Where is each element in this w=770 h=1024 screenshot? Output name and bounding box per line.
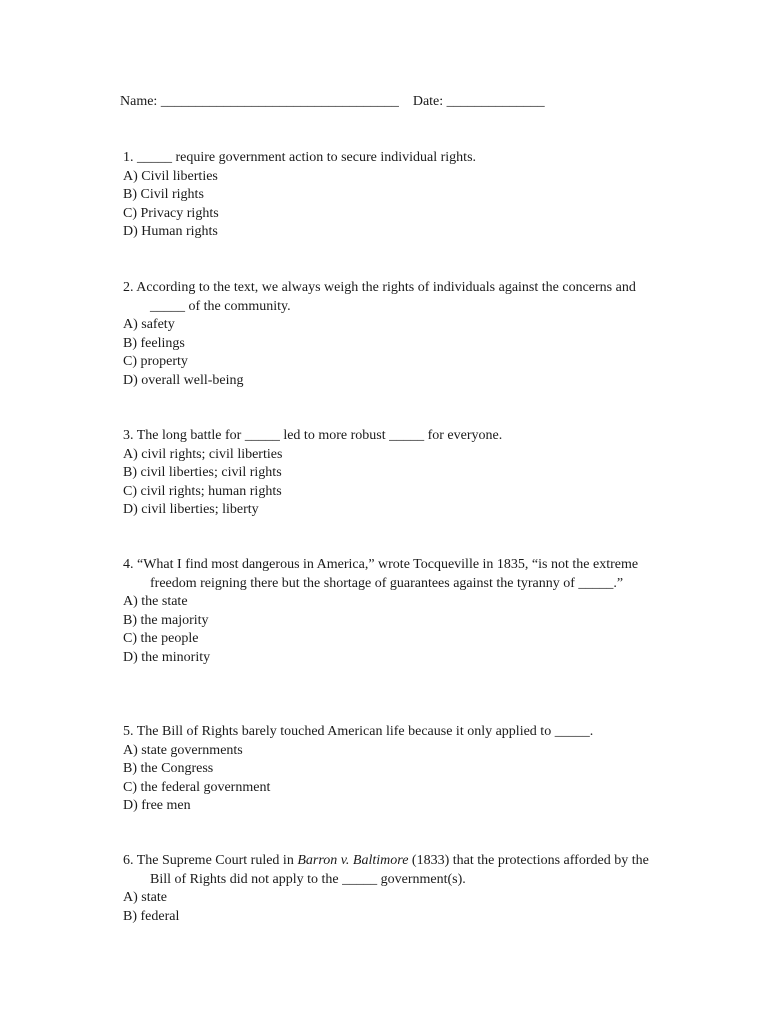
answer-option-c: C) the federal government	[123, 779, 271, 795]
question-number: 4.	[123, 557, 134, 572]
answer-option-a: A) state	[123, 890, 167, 905]
question-2	[123, 279, 663, 390]
answer-option-d: D) overall well-being	[123, 372, 244, 388]
case-name: Barron v. Baltimore	[297, 853, 409, 868]
answer-options	[123, 593, 663, 667]
answer-options	[123, 742, 663, 816]
answer-option-a: A) state governments	[123, 742, 243, 758]
answer-options	[123, 889, 663, 926]
name-blank: __________________________________	[160, 94, 399, 109]
question-number: 3.	[123, 428, 134, 443]
answer-option-a: A) safety	[123, 317, 175, 332]
answer-option-b: B) Civil rights	[123, 187, 204, 202]
question-stem	[123, 427, 663, 446]
answer-options	[123, 446, 663, 520]
question-number: 1.	[123, 150, 134, 165]
question-stem	[123, 279, 663, 316]
question-stem	[123, 852, 663, 889]
date-blank: ______________	[446, 94, 545, 109]
question-5	[123, 723, 663, 816]
question-stem	[123, 723, 663, 742]
answer-option-d: D) civil liberties; liberty	[123, 502, 259, 517]
answer-option-b: B) federal	[123, 908, 180, 924]
answer-option-c: C) property	[123, 354, 188, 369]
name-label: Name:	[120, 94, 158, 109]
answer-options	[123, 316, 663, 390]
answer-option-b: B) civil liberties; civil rights	[123, 465, 282, 480]
question-text-before: The Supreme Court ruled in	[136, 853, 298, 868]
question-text: According to the text, we always weigh the rights of individuals against the concerns and _____ of the community.	[136, 280, 636, 314]
answer-option-d: D) free men	[123, 798, 191, 813]
answer-option-d: D) Human rights	[123, 224, 218, 239]
header-line	[120, 93, 545, 111]
question-number: 6.	[123, 853, 134, 868]
answer-option-a: A) the state	[123, 594, 188, 609]
question-text-after: (1833) that the protections afforded by the Bill of Rights did not apply to the _____ government(s).	[150, 853, 649, 887]
question-3	[123, 427, 663, 520]
question-1	[123, 149, 663, 242]
answer-option-a: A) civil rights; civil liberties	[123, 446, 283, 462]
answer-option-c: C) the people	[123, 631, 199, 646]
question-stem	[123, 556, 663, 593]
answer-option-a: A) Civil liberties	[123, 168, 218, 184]
answer-option-b: B) the majority	[123, 612, 209, 628]
question-text: “What I find most dangerous in America,” wrote Tocqueville in 1835, “is not the extreme freedom reigning there but the shortage of guarantees against the tyranny of _____.”	[137, 557, 639, 591]
answer-option-d: D) the minority	[123, 649, 211, 665]
date-label: Date:	[412, 94, 444, 109]
question-text: The Bill of Rights barely touched American life because it only applied to _____.	[136, 724, 594, 739]
question-number: 5.	[123, 724, 134, 739]
question-text: The long battle for _____ led to more robust _____ for everyone.	[136, 428, 503, 443]
answer-option-c: C) Privacy rights	[123, 205, 219, 221]
answer-option-b: B) feelings	[123, 335, 185, 351]
question-number: 2.	[123, 280, 134, 295]
question-stem	[123, 149, 663, 168]
answer-options	[123, 168, 663, 242]
question-4	[123, 556, 663, 667]
answer-option-c: C) civil rights; human rights	[123, 483, 282, 499]
question-text: _____ require government action to secure individual rights.	[137, 150, 477, 165]
question-6	[123, 852, 663, 926]
answer-option-b: B) the Congress	[123, 761, 214, 776]
